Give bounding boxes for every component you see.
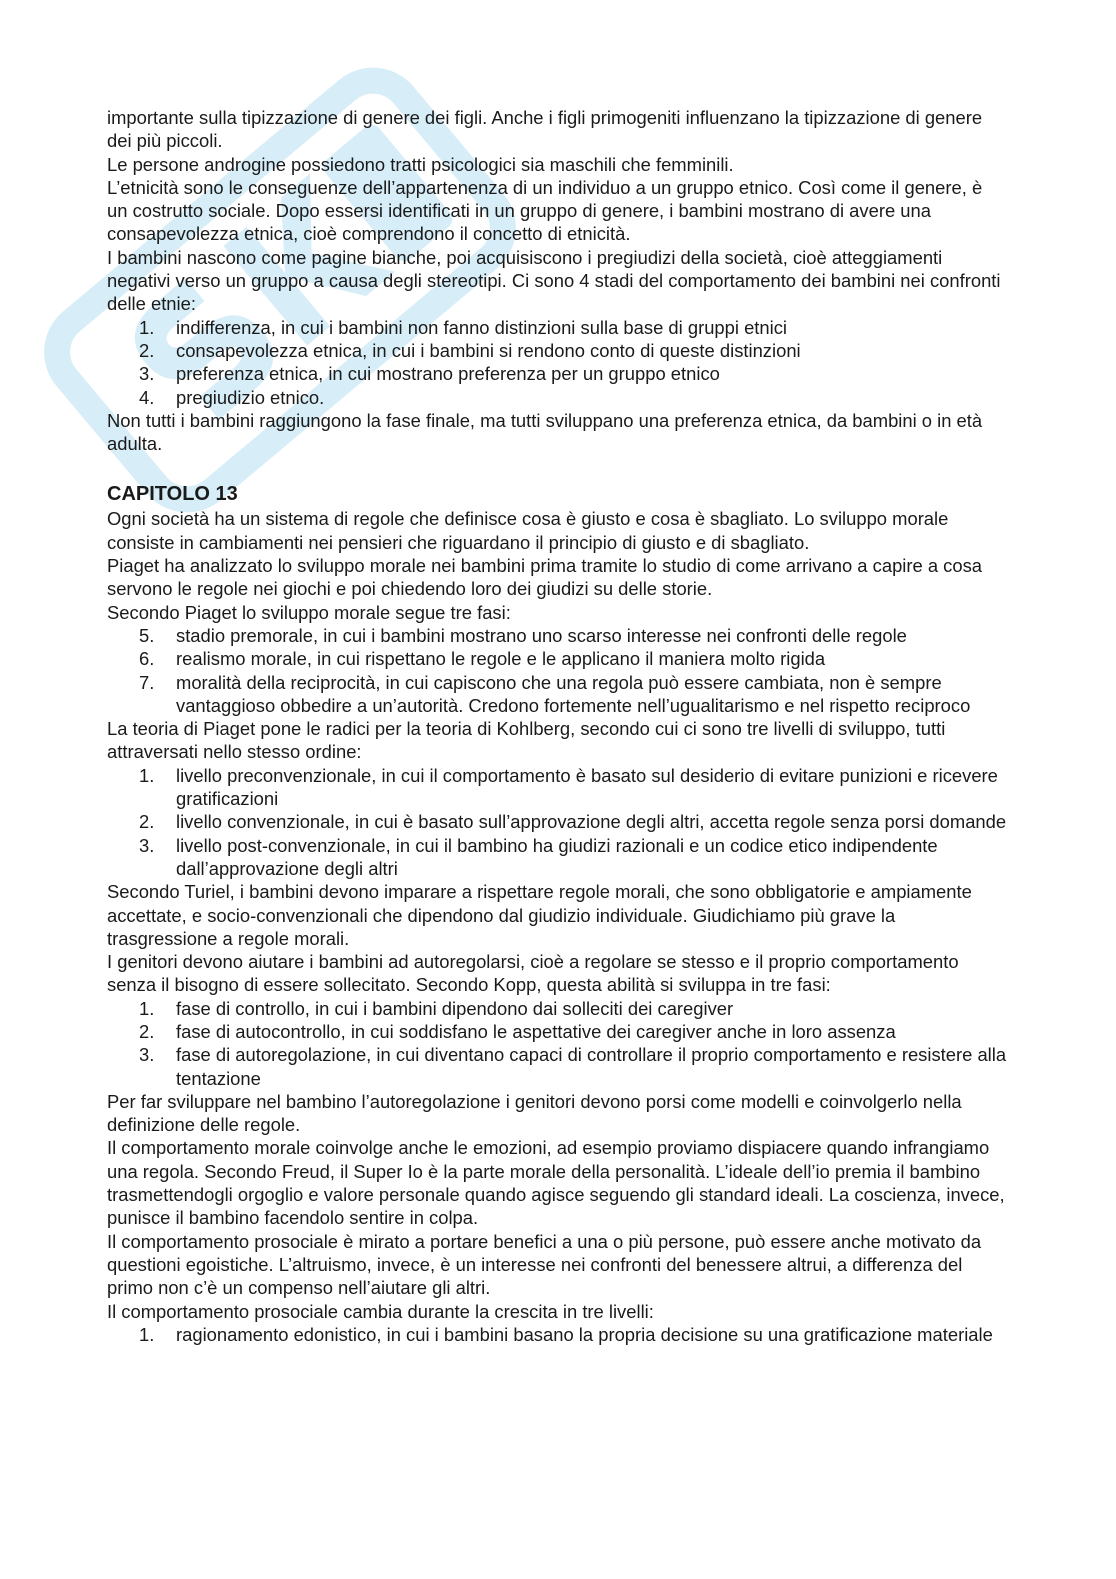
list-number: 1. xyxy=(139,1323,155,1345)
list-text: fase di controllo, in cui i bambini dipendono dai solleciti dei caregiver xyxy=(176,997,734,1019)
list-item xyxy=(107,339,1007,362)
list-text: livello preconvenzionale, in cui il comportamento è basato sul desiderio di evitare punizioni e ricevere gratificazioni xyxy=(176,764,998,810)
list-text: realismo morale, in cui rispettano le regole e le applicano il maniera molto rigida xyxy=(176,648,826,670)
paragraph: I bambini nascono come pagine bianche, poi acquisiscono i pregiudizi della società, cioè atteggiamenti negativi verso un gruppo a causa degli stereotipi. Ci sono 4 stadi del comportamento dei bambini nei confronti delle etnie: xyxy=(107,246,1001,315)
paragraph: Per far sviluppare nel bambino l’autoregolazione i genitori devono porsi come modelli e coinvolgerlo nella definizione delle regole. xyxy=(107,1090,962,1136)
list-item xyxy=(107,810,1007,833)
list-number: 1. xyxy=(139,764,155,786)
list-number: 3. xyxy=(139,1044,155,1066)
paragraph: I genitori devono aiutare i bambini ad autoregolarsi, cioè a regolare se stesso e il proprio comportamento senza il bisogno di essere sollecitato. Secondo Kopp, questa abilità si sviluppa in tre fasi: xyxy=(107,951,959,996)
prosocial-levels-list xyxy=(107,1323,1007,1346)
list-item xyxy=(107,1323,1007,1346)
list-item xyxy=(107,1043,1007,1090)
chapter-title: CAPITOLO 13 xyxy=(107,483,238,506)
paragraph: Non tutti i bambini raggiungono la fase finale, ma tutti sviluppano una preferenza etnica, da bambini o in età adulta. xyxy=(107,409,983,455)
paragraph: Il comportamento prosociale è mirato a portare benefici a una o più persone, può essere anche motivato da questioni egoistiche. L’altruismo, invece, è un interesse nei confronti del benessere altrui, a differenza del primo non c’è un compenso nell’aiutare gli altri. xyxy=(107,1230,982,1299)
paragraph: Piaget ha analizzato lo sviluppo morale nei bambini prima tramite lo studio di come arrivano a capire a cosa servono le regole nei giochi e poi chiedendo loro dei giudizi su delle storie. xyxy=(107,555,983,600)
list-number: 5. xyxy=(139,624,155,646)
list-number: 4. xyxy=(139,386,155,408)
list-item xyxy=(107,624,1007,647)
list-number: 2. xyxy=(139,339,155,361)
paragraph: importante sulla tipizzazione di genere dei figli. Anche i figli primogeniti influenzano la tipizzazione di genere dei più piccoli. xyxy=(107,107,983,152)
list-text: pregiudizio etnico. xyxy=(176,386,325,408)
spacer xyxy=(107,455,1007,478)
paragraph: Ogni società ha un sistema di regole che definisce cosa è giusto e cosa è sbagliato. Lo sviluppo morale consiste in cambiamenti nei pensieri che riguardano il principio di giusto e di sbagliato. xyxy=(107,508,949,553)
list-item xyxy=(107,647,1007,670)
list-item xyxy=(107,997,1007,1020)
list-text: preferenza etnica, in cui mostrano preferenza per un gruppo etnico xyxy=(176,363,720,385)
paragraph: Il comportamento morale coinvolge anche le emozioni, ad esempio proviamo dispiacere quando infrangiamo una regola. Secondo Freud, il Super Io è la parte morale della personalità. L’ideale dell’io premia il bambino trasmettendogli orgoglio e valore personale quando agisce seguendo gli standard ideali. La coscienza, invece, punisce il bambino facendolo sentire in colpa. xyxy=(107,1137,1005,1229)
ethnic-stages-list xyxy=(107,316,1007,409)
list-number: 6. xyxy=(139,648,155,670)
paragraph: La teoria di Piaget pone le radici per la teoria di Kohlberg, secondo cui ci sono tre livelli di sviluppo, tutti attraversati nello stesso ordine: xyxy=(107,718,946,763)
list-number: 3. xyxy=(139,363,155,385)
list-item xyxy=(107,834,1007,881)
list-text: stadio premorale, in cui i bambini mostrano uno scarso interesse nei confronti delle regole xyxy=(176,624,907,646)
list-item xyxy=(107,386,1007,409)
list-number: 7. xyxy=(139,671,155,693)
document-body xyxy=(107,106,1007,1346)
paragraph: Le persone androgine possiedono tratti psicologici sia maschili che femminili. xyxy=(107,153,734,175)
list-text: fase di autoregolazione, in cui diventano capaci di controllare il proprio comportamento e resistere alla tentazione xyxy=(176,1044,1007,1089)
kohlberg-levels-list xyxy=(107,764,1007,880)
list-number: 2. xyxy=(139,811,155,833)
list-number: 1. xyxy=(139,997,155,1019)
list-number: 3. xyxy=(139,834,155,856)
paragraph: Il comportamento prosociale cambia durante la crescita in tre livelli: xyxy=(107,1300,654,1322)
list-number: 2. xyxy=(139,1020,155,1042)
list-text: indifferenza, in cui i bambini non fanno distinzioni sulla base di gruppi etnici xyxy=(176,316,788,338)
list-item xyxy=(107,316,1007,339)
list-item xyxy=(107,764,1007,811)
kopp-phases-list xyxy=(107,997,1007,1090)
paragraph: Secondo Turiel, i bambini devono imparare a rispettare regole morali, che sono obbligatorie e ampiamente accettate, e socio-convenzionali che dipendono dal giudizio individuale. Giudichiamo più grave la trasgressione a regole morali. xyxy=(107,881,972,949)
list-text: fase di autocontrollo, in cui soddisfano le aspettative dei caregiver anche in loro assenza xyxy=(176,1020,896,1042)
list-number: 1. xyxy=(139,316,155,338)
list-text: moralità della reciprocità, in cui capiscono che una regola può essere cambiata, non è sempre vantaggioso obbedire a un’autorità. Credono fortemente nell’ugualitarismo e nel rispetto reciproco xyxy=(176,671,971,716)
list-text: consapevolezza etnica, in cui i bambini si rendono conto di queste distinzioni xyxy=(176,339,801,361)
paragraph: Secondo Piaget lo sviluppo morale segue tre fasi: xyxy=(107,601,511,623)
list-text: ragionamento edonistico, in cui i bambini basano la propria decisione su una gratificazione materiale xyxy=(176,1323,993,1345)
list-text: livello post-convenzionale, in cui il bambino ha giudizi razionali e un codice etico indipendente dall’approvazione degli altri xyxy=(176,834,938,879)
paragraph: L’etnicità sono le conseguenze dell’appartenenza di un individuo a un gruppo etnico. Così come il genere, è un costrutto sociale. Dopo essersi identificati in un gruppo di genere, i bambini mostrano di avere una consapevolezza etnica, cioè comprendono il concetto di etnicità. xyxy=(107,176,983,245)
list-item xyxy=(107,1020,1007,1043)
list-item xyxy=(107,671,1007,718)
list-text: livello convenzionale, in cui è basato sull’approvazione degli altri, accetta regole senza porsi domande xyxy=(176,811,1007,833)
piaget-stages-list xyxy=(107,624,1007,717)
list-item xyxy=(107,362,1007,385)
